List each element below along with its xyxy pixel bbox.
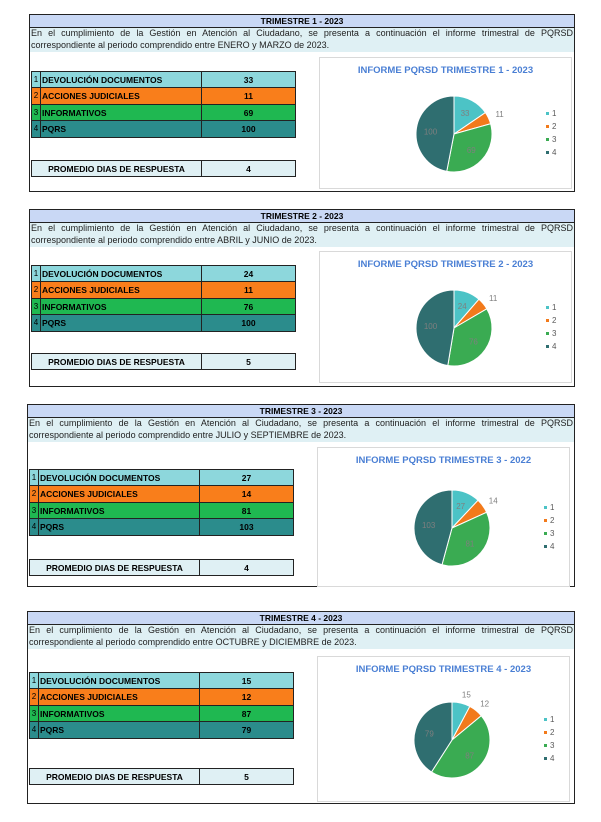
legend-marker — [546, 138, 549, 141]
pie-data-label: 11 — [495, 110, 504, 120]
pie-svg — [318, 657, 569, 801]
legend-marker — [546, 332, 549, 335]
row-value: 11 — [244, 285, 253, 296]
pie-data-label: 24 — [457, 301, 467, 311]
row-value: 76 — [243, 301, 254, 312]
table-row-devolucion — [32, 266, 295, 282]
pie-chart — [317, 447, 570, 587]
table-row-pqrs — [32, 121, 295, 137]
legend-marker — [546, 319, 549, 322]
legend-entry: 4 — [552, 342, 557, 351]
row-value: 100 — [241, 123, 256, 134]
table-row-acciones — [32, 282, 295, 298]
average-value: 5 — [246, 357, 251, 367]
pie-data-label: 33 — [460, 109, 470, 119]
legend-entry: 2 — [552, 122, 557, 131]
pie-data-label: 14 — [488, 496, 498, 506]
row-number: 1 — [32, 266, 41, 281]
legend-entry: 1 — [552, 303, 557, 312]
quarter-header: TRIMESTRE 4 - 2023 — [28, 612, 574, 625]
row-number: 4 — [32, 121, 41, 137]
row-label: ACCIONES JUDICIALES — [42, 282, 202, 297]
pie-svg — [320, 58, 571, 188]
quarter-block-1 — [29, 14, 575, 192]
pie-data-label: 76 — [468, 337, 478, 347]
legend-marker — [546, 306, 549, 309]
row-label: PQRS — [40, 519, 200, 535]
row-label: INFORMATIVOS — [42, 105, 202, 120]
quarter-header: TRIMESTRE 1 - 2023 — [30, 15, 574, 28]
summary-table — [31, 265, 296, 332]
legend-entry: 3 — [552, 329, 557, 338]
table-row-informativos — [32, 105, 295, 121]
row-value: 33 — [243, 75, 254, 85]
pie-data-label: 27 — [456, 502, 466, 512]
table-row-devolucion — [30, 470, 293, 486]
row-number: 3 — [32, 105, 41, 120]
row-number: 1 — [30, 673, 39, 688]
row-label: INFORMATIVOS — [40, 706, 200, 721]
quarter-intro: En el cumplimiento de la Gestión en Atención al Ciudadano, se presenta a continuación el informe trimestral de PQRSD correspondiente al periodo comprendido entre ABRIL y JUNIO de 2023. — [30, 223, 574, 247]
table-row-acciones — [30, 486, 293, 502]
legend-marker — [544, 545, 547, 548]
row-label: PQRS — [42, 121, 202, 137]
row-number: 4 — [30, 722, 39, 738]
row-number: 2 — [32, 88, 41, 103]
pie-chart — [319, 251, 572, 383]
row-label: ACCIONES JUDICIALES — [42, 88, 202, 103]
row-label: DEVOLUCIÓN DOCUMENTOS — [40, 673, 200, 688]
pie-data-label: 12 — [480, 699, 490, 709]
row-value: 79 — [241, 724, 252, 735]
row-value: 24 — [243, 269, 254, 279]
pie-chart — [319, 57, 572, 189]
row-number: 2 — [30, 486, 39, 501]
pie-data-label: 11 — [489, 293, 498, 303]
legend-entry: 2 — [552, 316, 557, 325]
legend-entry: 2 — [550, 728, 555, 737]
row-value: 100 — [241, 317, 256, 328]
row-number: 4 — [30, 519, 39, 535]
pie-data-label: 81 — [465, 539, 475, 549]
table-row-acciones — [32, 88, 295, 104]
row-label: DEVOLUCIÓN DOCUMENTOS — [42, 72, 202, 87]
legend-marker — [544, 744, 547, 747]
chart-title: INFORME PQRSD TRIMESTRE 4 - 2023 — [355, 664, 532, 675]
summary-table — [29, 672, 294, 739]
row-value: 11 — [244, 91, 253, 102]
legend-marker — [544, 718, 547, 721]
legend-marker — [544, 757, 547, 760]
row-value: 69 — [243, 107, 254, 118]
row-value: 103 — [239, 521, 254, 532]
legend-marker — [546, 112, 549, 115]
table-row-informativos — [30, 706, 293, 722]
quarter-intro: En el cumplimiento de la Gestión en Atención al Ciudadano, se presenta a continuación el informe trimestral de PQRSD correspondiente al periodo comprendido entre OCTUBRE y DICIEMBRE de 2023. — [28, 625, 574, 649]
row-label: PQRS — [42, 315, 202, 331]
row-value: 12 — [241, 692, 252, 703]
average-response-row — [29, 559, 294, 576]
chart-title: INFORME PQRSD TRIMESTRE 1 - 2023 — [357, 65, 534, 76]
table-row-devolucion — [32, 72, 295, 88]
table-row-pqrs — [32, 315, 295, 331]
row-label: ACCIONES JUDICIALES — [40, 689, 200, 704]
pie-data-label: 69 — [466, 145, 476, 155]
table-row-informativos — [32, 299, 295, 315]
row-value: 15 — [241, 676, 252, 686]
average-value: 4 — [244, 563, 249, 573]
legend-marker — [544, 532, 547, 535]
row-number: 4 — [32, 315, 41, 331]
row-label: DEVOLUCIÓN DOCUMENTOS — [42, 266, 202, 281]
row-label: INFORMATIVOS — [40, 503, 200, 518]
pie-data-label: 15 — [461, 690, 471, 700]
legend-entry: 4 — [552, 148, 557, 157]
legend-marker — [544, 506, 547, 509]
table-row-pqrs — [30, 519, 293, 535]
summary-table — [31, 71, 296, 138]
pie-data-label: 100 — [423, 322, 438, 332]
table-row-devolucion — [30, 673, 293, 689]
legend-entry: 4 — [550, 542, 555, 551]
pie-svg — [318, 448, 569, 586]
row-label: ACCIONES JUDICIALES — [40, 486, 200, 501]
quarter-block-2 — [29, 209, 575, 387]
legend-marker — [544, 519, 547, 522]
row-label: INFORMATIVOS — [42, 299, 202, 314]
row-label: DEVOLUCIÓN DOCUMENTOS — [40, 470, 200, 485]
pie-data-label: 87 — [465, 751, 475, 761]
legend-entry: 1 — [550, 503, 555, 512]
average-label: PROMEDIO DIAS DE RESPUESTA — [30, 560, 200, 575]
row-label: PQRS — [40, 722, 200, 738]
average-response-row — [31, 160, 296, 177]
row-number: 2 — [32, 282, 41, 297]
legend-entry: 3 — [552, 135, 557, 144]
table-row-pqrs — [30, 722, 293, 738]
chart-title: INFORME PQRSD TRIMESTRE 3 - 2022 — [355, 455, 532, 466]
row-number: 1 — [32, 72, 41, 87]
legend-marker — [546, 151, 549, 154]
legend-entry: 2 — [550, 516, 555, 525]
quarter-intro: En el cumplimiento de la Gestión en Atención al Ciudadano, se presenta a continuación el informe trimestral de PQRSD correspondiente al periodo comprendido entre JULIO y SEPTIEMBRE de 2023. — [28, 418, 574, 442]
legend-entry: 4 — [550, 754, 555, 763]
quarter-block-4 — [27, 611, 575, 804]
legend-marker — [546, 345, 549, 348]
row-value: 81 — [241, 505, 252, 516]
legend-marker — [544, 731, 547, 734]
legend-entry: 1 — [550, 715, 555, 724]
table-row-informativos — [30, 503, 293, 519]
chart-title: INFORME PQRSD TRIMESTRE 2 - 2023 — [357, 259, 534, 270]
row-number: 3 — [32, 299, 41, 314]
average-label: PROMEDIO DIAS DE RESPUESTA — [30, 769, 200, 784]
row-number: 3 — [30, 503, 39, 518]
summary-table — [29, 469, 294, 536]
quarter-block-3 — [27, 404, 575, 587]
row-value: 14 — [241, 489, 252, 500]
legend-entry: 3 — [550, 529, 555, 538]
legend-entry: 1 — [552, 109, 557, 118]
average-value: 5 — [244, 772, 249, 782]
average-value: 4 — [246, 164, 251, 174]
row-number: 1 — [30, 470, 39, 485]
pie-data-label: 79 — [424, 729, 434, 739]
pie-chart — [317, 656, 570, 802]
row-number: 3 — [30, 706, 39, 721]
average-label: PROMEDIO DIAS DE RESPUESTA — [32, 354, 202, 369]
pie-data-label: 100 — [423, 127, 438, 137]
legend-entry: 3 — [550, 741, 555, 750]
average-response-row — [31, 353, 296, 370]
quarter-intro: En el cumplimiento de la Gestión en Atención al Ciudadano, se presenta a continuación el informe trimestral de PQRSD correspondiente al periodo comprendido entre ENERO y MARZO de 2023. — [30, 28, 574, 52]
average-response-row — [29, 768, 294, 785]
quarter-header: TRIMESTRE 3 - 2023 — [28, 405, 574, 418]
pie-data-label: 103 — [421, 520, 436, 530]
table-row-acciones — [30, 689, 293, 705]
legend-marker — [546, 125, 549, 128]
average-label: PROMEDIO DIAS DE RESPUESTA — [32, 161, 202, 176]
quarter-header: TRIMESTRE 2 - 2023 — [30, 210, 574, 223]
row-value: 87 — [241, 708, 252, 719]
row-value: 27 — [241, 473, 252, 483]
pie-svg — [320, 252, 571, 382]
row-number: 2 — [30, 689, 39, 704]
